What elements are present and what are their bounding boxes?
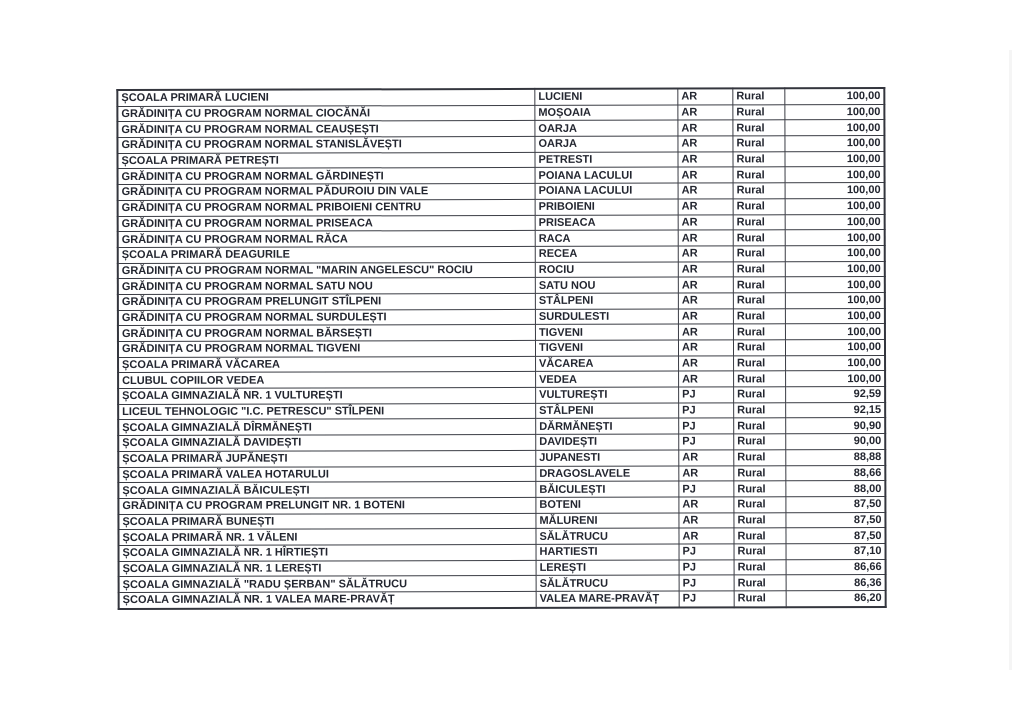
area-cell: Rural <box>734 559 786 575</box>
locality-cell: OARJA <box>535 120 678 136</box>
area-cell: Rural <box>733 324 785 340</box>
score-cell: 100,00 <box>785 151 885 167</box>
school-name-cell: GRĂDINIȚA CU PROGRAM NORMAL SURDULEȘTI <box>118 309 536 326</box>
score-cell: 100,00 <box>786 355 886 371</box>
locality-cell: VALEA MARE-PRAVĂȚ <box>536 591 679 608</box>
score-cell: 100,00 <box>785 339 885 355</box>
area-cell: Rural <box>733 340 785 356</box>
school-name-cell: GRĂDINIȚA CU PROGRAM NORMAL PĂDUROIU DIN VALE <box>118 184 536 201</box>
code-cell: PJ <box>679 591 734 607</box>
locality-cell: RECEA <box>535 246 678 262</box>
area-cell: Rural <box>734 591 786 607</box>
locality-cell: HARTIESTI <box>536 544 679 560</box>
area-cell: Rural <box>734 403 786 419</box>
score-cell: 100,00 <box>785 214 885 230</box>
score-cell: 87,50 <box>786 512 886 528</box>
code-cell: AR <box>678 340 733 356</box>
score-cell: 100,00 <box>785 261 885 277</box>
table-row <box>119 590 886 608</box>
area-cell: Rural <box>734 481 786 497</box>
score-cell: 92,59 <box>786 387 886 403</box>
school-name-cell: ȘCOALA GIMNAZIALĂ NR. 1 VALEA MARE-PRAVĂȚ <box>119 591 537 608</box>
score-cell: 100,00 <box>785 230 885 246</box>
area-cell: Rural <box>733 104 785 120</box>
code-cell: AR <box>678 324 733 340</box>
locality-cell: TIGVENI <box>535 324 678 340</box>
score-cell: 100,00 <box>785 277 885 293</box>
code-cell: AR <box>679 528 734 544</box>
code-cell: AR <box>678 88 733 104</box>
score-cell: 87,50 <box>786 496 886 512</box>
school-name-cell: ȘCOALA PRIMARĂ PETREȘTI <box>117 152 535 169</box>
score-cell: 90,00 <box>786 434 886 450</box>
area-cell: Rural <box>734 497 786 513</box>
school-name-cell: GRĂDINIȚA CU PROGRAM NORMAL CEAUȘEȘTI <box>117 121 535 138</box>
locality-cell: BĂICULEȘTI <box>536 481 679 497</box>
school-name-cell: ȘCOALA GIMNAZIALĂ BĂICULEȘTI <box>118 482 536 499</box>
area-cell: Rural <box>734 575 786 591</box>
school-scores-table-body <box>117 88 885 609</box>
area-cell: Rural <box>734 450 786 466</box>
score-cell: 100,00 <box>785 88 885 104</box>
score-cell: 86,66 <box>786 559 886 575</box>
area-cell: Rural <box>733 246 785 262</box>
area-cell: Rural <box>734 512 786 528</box>
area-cell: Rural <box>733 152 785 168</box>
locality-cell: MOȘOAIA <box>535 105 678 121</box>
locality-cell: OARJA <box>535 136 678 152</box>
code-cell: PJ <box>679 434 734 450</box>
code-cell: AR <box>678 246 733 262</box>
area-cell: Rural <box>734 387 786 403</box>
score-cell: 100,00 <box>785 245 885 261</box>
score-cell: 100,00 <box>785 136 885 152</box>
score-cell: 90,90 <box>786 418 886 434</box>
code-cell: AR <box>678 293 733 309</box>
area-cell: Rural <box>734 371 786 387</box>
school-name-cell: ȘCOALA PRIMARĂ DEAGURILE <box>118 246 536 263</box>
area-cell: Rural <box>733 261 785 277</box>
code-cell: AR <box>679 497 734 513</box>
score-cell: 100,00 <box>786 371 886 387</box>
code-cell: AR <box>679 512 734 528</box>
code-cell: PJ <box>679 387 734 403</box>
school-name-cell: ȘCOALA PRIMARĂ VALEA HOTARULUI <box>118 466 536 483</box>
school-name-cell: ȘCOALA PRIMARĂ NR. 1 VĂLENI <box>118 529 536 546</box>
locality-cell: POIANA LACULUI <box>535 167 678 183</box>
code-cell: AR <box>679 356 734 372</box>
code-cell: AR <box>678 183 733 199</box>
locality-cell: LUCIENI <box>535 89 678 106</box>
school-name-cell: LICEUL TEHNOLOGIC "I.C. PETRESCU" STÎLPENI <box>118 403 536 420</box>
locality-cell: RACA <box>535 230 678 246</box>
locality-cell: DAVIDEȘTI <box>536 434 679 450</box>
school-name-cell: ȘCOALA PRIMARĂ BUNEȘTI <box>118 513 536 530</box>
school-name-cell: ȘCOALA GIMNAZIALĂ NR. 1 HÎRTIEȘTI <box>119 544 537 561</box>
area-cell: Rural <box>733 136 785 152</box>
locality-cell: STÂLPENI <box>536 403 679 419</box>
score-cell: 100,00 <box>785 308 885 324</box>
school-name-cell: ȘCOALA GIMNAZIALĂ "RADU ȘERBAN" SĂLĂTRUCU <box>119 576 537 593</box>
locality-cell: SATU NOU <box>535 277 678 293</box>
score-cell: 100,00 <box>785 198 885 214</box>
score-cell: 92,15 <box>786 402 886 418</box>
school-name-cell: ȘCOALA GIMNAZIALĂ DÎRMĂNEȘTI <box>118 419 536 436</box>
score-cell: 88,88 <box>786 449 886 465</box>
locality-cell: TIGVENI <box>535 340 678 356</box>
school-name-cell: GRĂDINIȚA CU PROGRAM NORMAL PRISEACA <box>118 215 536 232</box>
code-cell: PJ <box>679 560 734 576</box>
locality-cell: SURDULESTI <box>535 309 678 325</box>
locality-cell: STÂLPENI <box>535 293 678 309</box>
code-cell: PJ <box>679 403 734 419</box>
school-name-cell: GRĂDINIȚA CU PROGRAM NORMAL BĂRSEȘTI <box>118 325 536 342</box>
locality-cell: ROCIU <box>535 262 678 278</box>
area-cell: Rural <box>733 88 785 104</box>
area-cell: Rural <box>734 355 786 371</box>
locality-cell: DRAGOSLAVELE <box>536 466 679 482</box>
school-name-cell: GRĂDINIȚA CU PROGRAM NORMAL RĂCA <box>118 231 536 248</box>
code-cell: PJ <box>679 418 734 434</box>
locality-cell: LEREȘTI <box>536 560 679 576</box>
locality-cell: VULTUREȘTI <box>536 387 679 403</box>
code-cell: AR <box>679 465 734 481</box>
school-name-cell: GRĂDINIȚA CU PROGRAM NORMAL STANISLĂVEȘTI <box>117 136 535 153</box>
code-cell: AR <box>679 371 734 387</box>
score-cell: 100,00 <box>785 292 885 308</box>
school-name-cell: ȘCOALA PRIMARĂ LUCIENI <box>117 89 535 106</box>
score-cell: 87,50 <box>786 528 886 544</box>
locality-cell: PRISEACA <box>535 215 678 231</box>
area-cell: Rural <box>734 465 786 481</box>
code-cell: AR <box>678 214 733 230</box>
table-row <box>117 88 884 106</box>
school-name-cell: ȘCOALA GIMNAZIALĂ NR. 1 VULTUREȘTI <box>118 387 536 404</box>
locality-cell: DĂRMĂNEȘTI <box>536 418 679 434</box>
locality-cell: MĂLURENI <box>536 513 679 529</box>
code-cell: AR <box>678 152 733 168</box>
school-name-cell: ȘCOALA GIMNAZIALĂ DAVIDEȘTI <box>118 435 536 452</box>
area-cell: Rural <box>733 167 785 183</box>
score-cell: 86,36 <box>786 575 886 591</box>
school-name-cell: GRĂDINIȚA CU PROGRAM PRELUNGIT STÎLPENI <box>118 293 536 310</box>
school-name-cell: GRĂDINIȚA CU PROGRAM NORMAL GĂRDINEȘTI <box>118 168 536 185</box>
score-cell: 100,00 <box>785 104 885 120</box>
code-cell: AR <box>678 120 733 136</box>
score-cell: 100,00 <box>785 167 885 183</box>
score-cell: 88,66 <box>786 465 886 481</box>
area-cell: Rural <box>733 308 785 324</box>
area-cell: Rural <box>734 418 786 434</box>
school-name-cell: ȘCOALA PRIMARĂ JUPĂNEȘTI <box>118 450 536 467</box>
code-cell: AR <box>678 261 733 277</box>
score-cell: 100,00 <box>785 183 885 199</box>
locality-cell: SĂLĂTRUCU <box>536 528 679 544</box>
school-scores-table <box>116 87 886 610</box>
school-name-cell: ȘCOALA GIMNAZIALĂ NR. 1 LEREȘTI <box>119 560 537 577</box>
code-cell: AR <box>679 450 734 466</box>
area-cell: Rural <box>734 434 786 450</box>
score-cell: 86,20 <box>786 590 886 606</box>
locality-cell: JUPANESTI <box>536 450 679 466</box>
area-cell: Rural <box>733 293 785 309</box>
code-cell: AR <box>678 230 733 246</box>
score-cell: 100,00 <box>785 120 885 136</box>
area-cell: Rural <box>733 183 785 199</box>
code-cell: AR <box>678 136 733 152</box>
locality-cell: PRIBOIENI <box>535 199 678 215</box>
school-name-cell: GRĂDINIȚA CU PROGRAM NORMAL PRIBOIENI CENTRU <box>118 199 536 216</box>
area-cell: Rural <box>734 544 786 560</box>
scan-artifact-streak <box>1009 50 1012 670</box>
school-name-cell: GRĂDINIȚA CU PROGRAM NORMAL CIOCĂNĂI <box>117 105 535 122</box>
school-name-cell: ȘCOALA PRIMARĂ VĂCAREA <box>118 356 536 373</box>
code-cell: PJ <box>679 575 734 591</box>
area-cell: Rural <box>733 230 785 246</box>
code-cell: PJ <box>679 544 734 560</box>
code-cell: AR <box>678 277 733 293</box>
code-cell: AR <box>678 167 733 183</box>
area-cell: Rural <box>733 199 785 215</box>
school-name-cell: CLUBUL COPIILOR VEDEA <box>118 372 536 389</box>
school-name-cell: GRĂDINIȚA CU PROGRAM NORMAL SATU NOU <box>118 278 536 295</box>
locality-cell: POIANA LACULUI <box>535 183 678 199</box>
school-name-cell: GRĂDINIȚA CU PROGRAM NORMAL TIGVENI <box>118 340 536 357</box>
locality-cell: VEDEA <box>536 371 679 387</box>
code-cell: PJ <box>679 481 734 497</box>
area-cell: Rural <box>733 120 785 136</box>
locality-cell: VĂCAREA <box>536 356 679 372</box>
code-cell: AR <box>678 199 733 215</box>
locality-cell: PETRESTI <box>535 152 678 168</box>
area-cell: Rural <box>734 528 786 544</box>
score-cell: 88,00 <box>786 481 886 497</box>
area-cell: Rural <box>733 277 785 293</box>
locality-cell: BOTENI <box>536 497 679 513</box>
code-cell: AR <box>678 309 733 325</box>
code-cell: AR <box>678 105 733 121</box>
school-scores-table-wrap <box>116 87 886 610</box>
locality-cell: SĂLĂTRUCU <box>536 575 679 591</box>
score-cell: 100,00 <box>785 324 885 340</box>
school-name-cell: GRĂDINIȚA CU PROGRAM PRELUNGIT NR. 1 BOTENI <box>118 497 536 514</box>
school-name-cell: GRĂDINIȚA CU PROGRAM NORMAL "MARIN ANGELESCU" ROCIU <box>118 262 536 279</box>
area-cell: Rural <box>733 214 785 230</box>
score-cell: 87,10 <box>786 543 886 559</box>
